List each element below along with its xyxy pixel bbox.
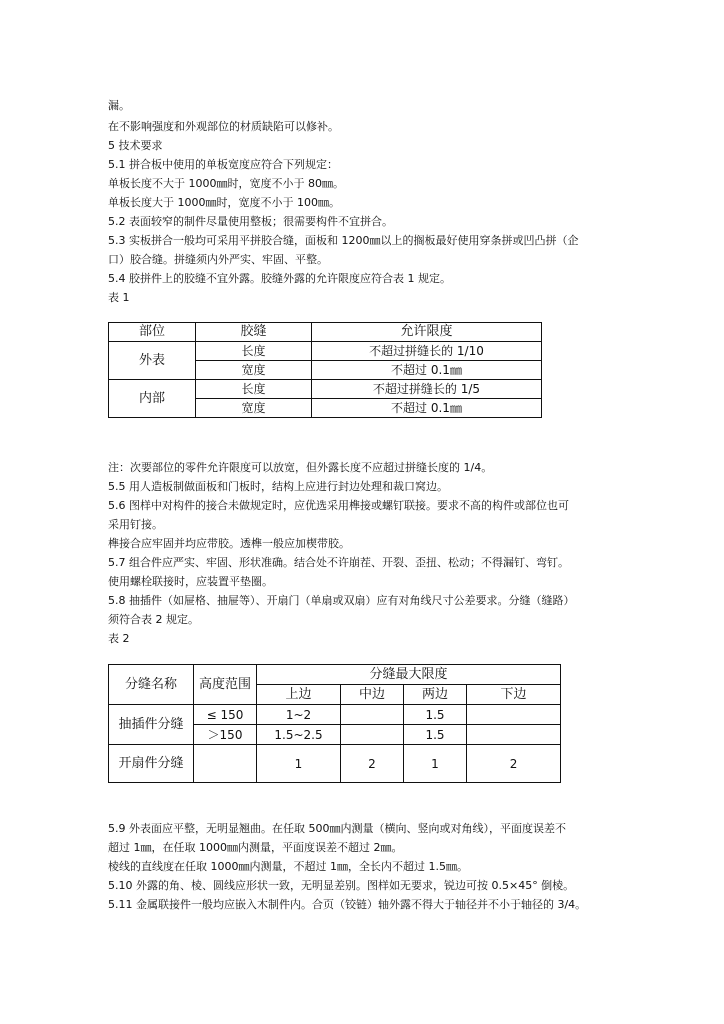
table-cell: 1: [257, 745, 341, 783]
table-2: [108, 664, 561, 783]
table-caption: 表 1: [108, 291, 130, 304]
table-cell: 宽度: [196, 399, 312, 418]
text-line: 5.10 外露的角、棱、圆线应形状一致，无明显差别。图样如无要求，锐边可按 0.5×45° 倒棱。: [108, 879, 575, 892]
text-line: 5.5 用人造板制做面板和门板时，结构上应进行封边处理和裁口窝边。: [108, 480, 448, 493]
text-line: 5.7 组合件应严实、牢固、形状准确。结合处不许崩茬、开裂、歪扭、松动；不得漏钉、弯钉。: [108, 556, 569, 569]
text-line: 5.11 金属联接件一般均应嵌入木制件内。合页（铰链）轴外露不得大于轴径并不小于轴径的 3/4。: [108, 898, 587, 911]
text-line: 口）胶合缝。拼缝须内外严实、牢固、平整。: [108, 253, 328, 266]
table-header-row: [109, 323, 542, 342]
text-line: 5.3 实板拼合一般均可采用平拼胶合缝，面板和 1200㎜以上的搁板最好使用穿条拼或凹凸拼（企: [108, 234, 579, 247]
text-line: 超过 1㎜，在任取 1000㎜内测量，平面度误差不超过 2㎜。: [108, 841, 403, 854]
table-cell: [467, 725, 561, 745]
table-cell: 不超过 0.1㎜: [312, 399, 542, 418]
table-cell: 1.5: [404, 725, 467, 745]
text-line: 5.1 拼合板中使用的单板宽度应符合下列规定：: [108, 158, 338, 171]
table-cell: 2: [341, 745, 404, 783]
table-cell: ≤ 150: [194, 705, 257, 725]
row-group-cell: 内部: [109, 380, 196, 418]
table-cell: 1~2: [257, 705, 341, 725]
text-line: 在不影响强度和外观部位的材质缺陷可以修补。: [108, 120, 339, 133]
text-line: 榫接合应牢固并均应带胶。透榫一般应加楔带胶。: [108, 537, 350, 550]
row-group-cell: 抽插件分缝: [109, 705, 194, 745]
table-1: [108, 322, 542, 418]
text-line: 使用螺栓联接时，应装置平垫圈。: [108, 575, 273, 588]
text-line: 须符合表 2 规定。: [108, 613, 199, 626]
table-cell: [194, 745, 257, 783]
table-row: [109, 342, 542, 361]
table-caption: 表 2: [108, 632, 130, 645]
table-cell: 宽度: [196, 361, 312, 380]
table-header-row: [109, 665, 561, 685]
text-line: 采用钉接。: [108, 518, 163, 531]
table-cell: [467, 705, 561, 725]
text-line: 漏。: [108, 99, 130, 112]
text-line: 5.2 表面较窄的制件尽量使用整板；很需要构件不宜拼合。: [108, 215, 393, 228]
table-cell: ＞150: [194, 725, 257, 745]
header-cell: 部位: [109, 323, 196, 342]
table-row: [109, 705, 561, 725]
table-cell: 1.5~2.5: [257, 725, 341, 745]
row-group-cell: 外表: [109, 342, 196, 380]
table-cell: 不超过拼缝长的 1/5: [312, 380, 542, 399]
text-line: 5.9 外表面应平整，无明显翘曲。在任取 500㎜内测量（横向、竖向或对角线），平面度误差不: [108, 822, 566, 835]
table-cell: 1.5: [404, 705, 467, 725]
table-cell: 不超过拼缝长的 1/10: [312, 342, 542, 361]
text-line: 棱线的直线度在任取 1000㎜内测量，不超过 1㎜，全长内不超过 1.5㎜。: [108, 860, 468, 873]
header-cell: 中边: [341, 685, 404, 705]
header-cell: 下边: [467, 685, 561, 705]
header-cell: 两边: [404, 685, 467, 705]
text-line: 单板长度大于 1000㎜时，宽度不小于 100㎜。: [108, 196, 340, 209]
table-row: [109, 380, 542, 399]
row-group-cell: 开扇件分缝: [109, 745, 194, 783]
header-cell: 高度范围: [194, 665, 257, 705]
table-cell: [341, 705, 404, 725]
table-row: [109, 745, 561, 783]
header-cell: 胶缝: [196, 323, 312, 342]
table-cell: [341, 725, 404, 745]
text-line: 5.6 图样中对构件的接合未做规定时，应优选采用榫接或螺钉联接。要求不高的构件或部位也可: [108, 499, 569, 512]
section-heading: 5 技术要求: [108, 139, 163, 152]
table-cell: 1: [404, 745, 467, 783]
table-note: 注：次要部位的零件允许限度可以放宽，但外露长度不应超过拼缝长度的 1/4。: [108, 461, 493, 474]
header-cell: 上边: [257, 685, 341, 705]
text-line: 5.8 抽插件（如屉格、抽屉等）、开扇门（单扇或双扇）应有对角线尺寸公差要求。分缝（缝路）: [108, 594, 575, 607]
table-cell: 长度: [196, 342, 312, 361]
text-line: 单板长度不大于 1000㎜时，宽度不小于 80㎜。: [108, 177, 344, 190]
header-cell: 分缝最大限度: [257, 665, 561, 685]
table-cell: 长度: [196, 380, 312, 399]
header-cell: 分缝名称: [109, 665, 194, 705]
table-cell: 不超过 0.1㎜: [312, 361, 542, 380]
text-line: 5.4 胶拼件上的胶缝不宜外露。胶缝外露的允许限度应符合表 1 规定。: [108, 272, 451, 285]
table-cell: 2: [467, 745, 561, 783]
header-cell: 允许限度: [312, 323, 542, 342]
